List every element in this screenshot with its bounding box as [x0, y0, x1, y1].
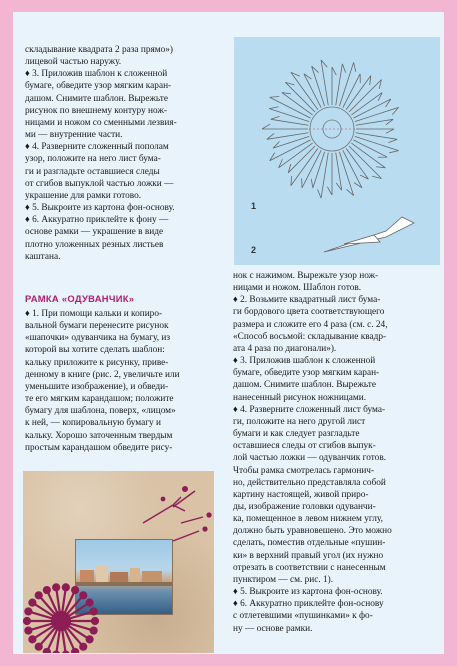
finished-frame-photo [23, 471, 214, 653]
book-page [13, 12, 444, 654]
right-column-text: нок с нажимом. Вырежьте узор нож- ницами и ножом. Шаблон готов. ♦ 2. Возьмите квадратный лист бума- ги бордового цвета соответствующего размера и сложите его 4 раза (см. с. 24, «Способ восьмой: складывание квадр- ата 4 раза по диагонали»). ♦ 3. Приложив шаблон к сложенной бумаге, обведите узор мягким каран- дашом. Снимите шаблон. Вырежьте нанесенный рисунок ножницами. ♦ 4. Разверните сложенный лист бума- ги, положите на него другой лист бумаги и как следует разгладьте оставшиеся следы от сгибов выпук- лой частью ложки — одуванчик готов. Чтобы рамка смотрелась гармонич- но, действительно представляла собой картину настоящей, живой приро- ды, изображение головки одуванчи- ка, помещенное в левом нижнем углу, должно быть уравновешено. Это можно сделать, поместив отдельные «пушин- ки» в верхний правый угол (их нужно отрезать в соответствии с нанесенным пунктиром — см. рис. 1). ♦ 5. Выкроите из картона фон-основу. ♦ 6. Аккуратно приклейте фон-основу с отлетевшими «пушинками» к фо- ну — основе рамки. [233, 271, 392, 634]
dandelion-template-drawing [234, 37, 440, 265]
section-heading: РАМКА «ОДУВАНЧИК» [25, 293, 135, 304]
dandelion-cutout-icon [23, 471, 214, 653]
template-figure [234, 37, 440, 265]
figure-label-1: 1 [251, 201, 257, 211]
left-column-bottom-text: ♦ 1. При помощи кальки и копиро- вальной бумаги перенесите рисунок «шапочки» одуванчика на бумагу, из которой вы хотите сделать шаблон: кальку приложите к рисунку, приве- денному в книге (рис. 2, увеличьте или уменьшите изображение), и обведи- те его мягким карандашом; положите бумагу для шаблона, поверх, «лицом» к ней, — копировальную бумагу и кальку. Хорошо заточенным твердым простым карандашом обведите рису- [25, 309, 180, 453]
left-column-top-text: складывание квадрата 2 раза прямо») лицевой частью наружу. ♦ 3. Приложив шаблон к сложенной бумаге, обведите узор мягким каран- дашом. Снимите шаблон. Вырежьте рисунок по внешнему контуру нож- ницами и ножом со сменными лезвия- ми — внутренние части. ♦ 4. Разверните сложенный пополам узор, положите на него лист бума- ги и разгладьте оставшиеся следы от сгибов выпуклой частью ложки — украшение для рамки готово. ♦ 5. Выкроите из картона фон-основу. ♦ 6. Аккуратно приклейте к фону — основе рамки — украшение в виде плотно уложенных резных листьев каштана. [25, 45, 177, 262]
figure-label-2: 2 [251, 245, 257, 255]
